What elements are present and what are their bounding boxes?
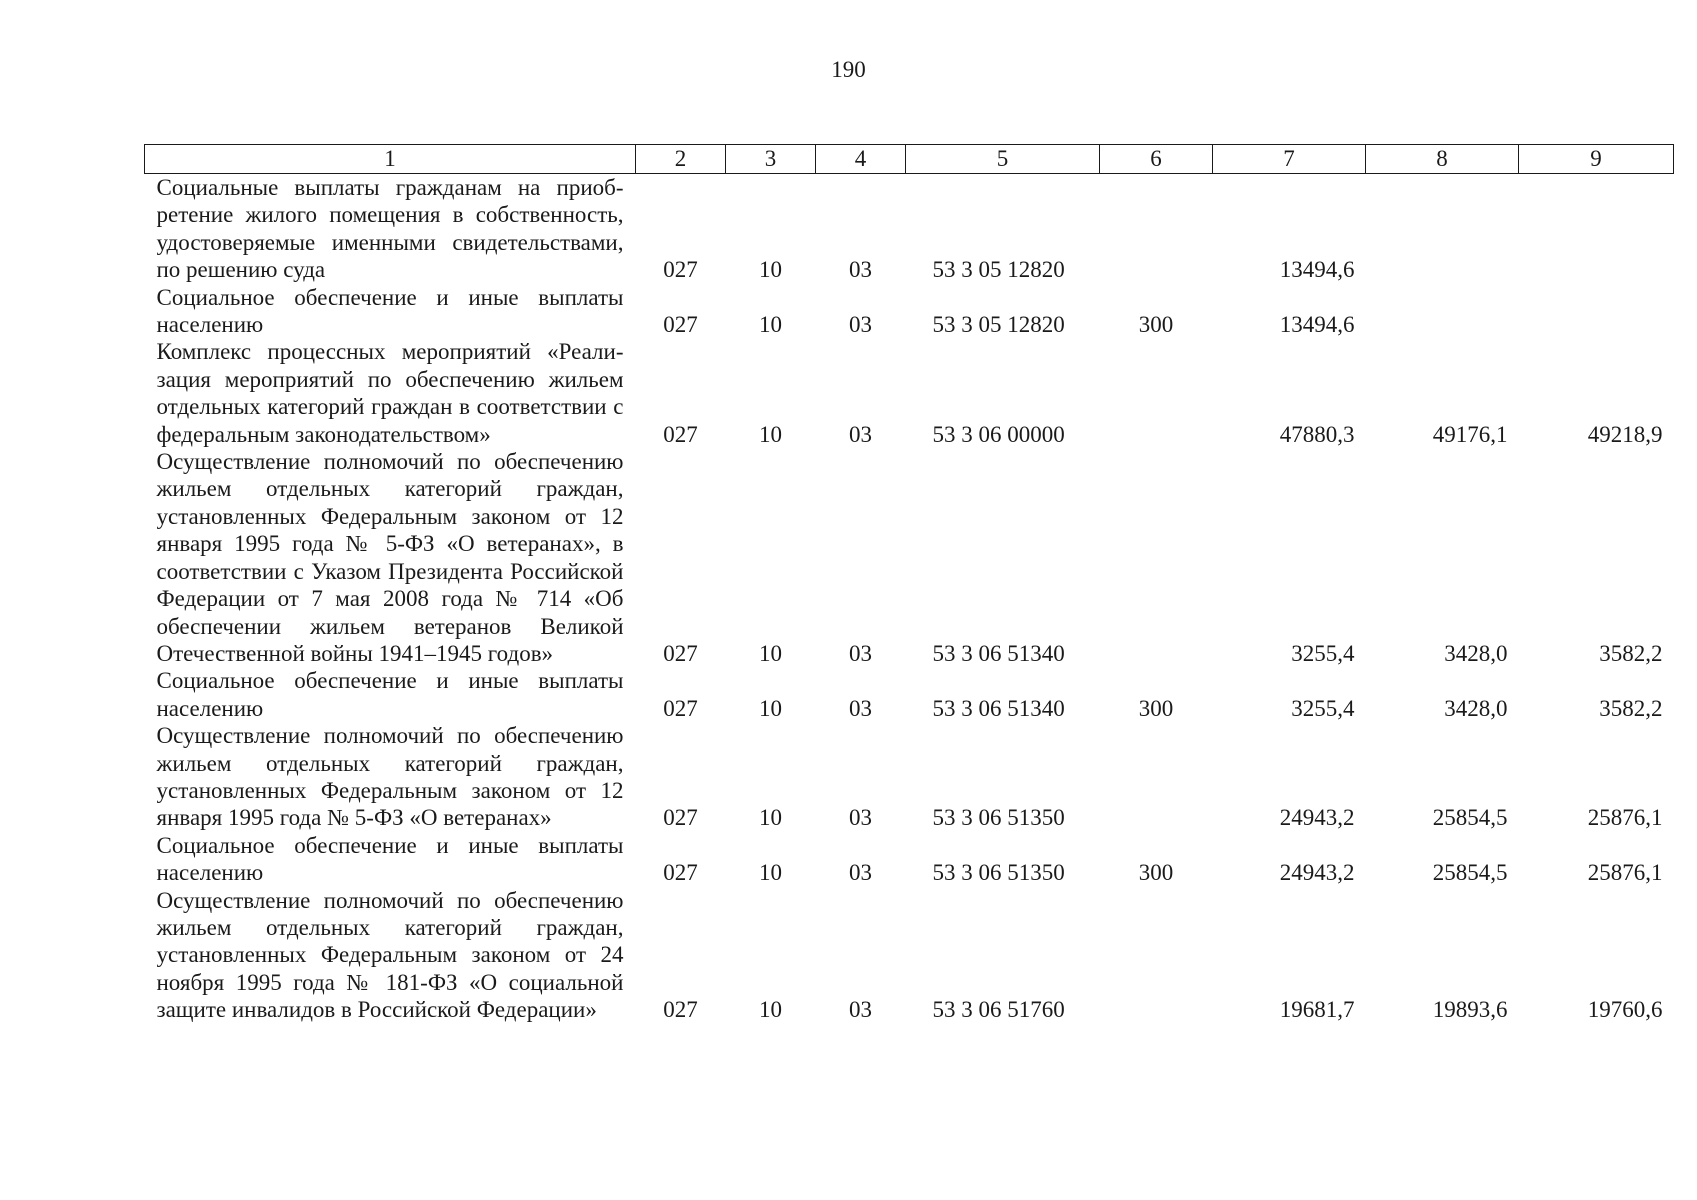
cell-ministry: 027	[663, 997, 698, 1023]
cell-ministry: 027	[663, 805, 698, 831]
cell-amount-7: 24943,2	[1279, 805, 1355, 831]
cell-amount-8: 25854,5	[1432, 860, 1508, 886]
cell-section: 10	[759, 312, 782, 338]
cell-expense-type: 300	[1138, 312, 1174, 338]
cell-section: 10	[759, 257, 782, 283]
cell-amount-9: 25876,1	[1587, 860, 1663, 886]
cell-expense-type: 300	[1138, 695, 1174, 721]
row-name: Социальное обеспечение и иные выплаты населению	[156, 832, 624, 886]
column-header: 9	[1519, 145, 1674, 174]
cell-subsection: 03	[849, 640, 872, 666]
row-name: Осуществление полномочий по обеспечению жильем отдельных категорий граждан, установленных Федеральным законом от 24 ноября 1995 года № 181-ФЗ «О социальной защите инвалидов в Российской Федерации»	[156, 887, 624, 1023]
cell-amount-8	[1366, 174, 1519, 284]
cell-amount-8: 49176,1	[1432, 421, 1508, 447]
cell-section: 10	[759, 421, 782, 447]
cell-amount-7: 3255,4	[1291, 695, 1355, 721]
cell-amount-7: 24943,2	[1279, 860, 1355, 886]
cell-subsection: 03	[849, 805, 872, 831]
cell-expense-type	[1100, 174, 1213, 284]
row-name: Социальное обеспечение и иные выплаты населению	[156, 284, 624, 338]
cell-amount-9: 25876,1	[1587, 805, 1663, 831]
cell-section: 10	[759, 805, 782, 831]
cell-amount-8: 25854,5	[1432, 805, 1508, 831]
cell-amount-9: 49218,9	[1587, 421, 1663, 447]
table-row	[145, 448, 1674, 667]
cell-section: 10	[759, 640, 782, 666]
cell-section: 10	[759, 860, 782, 886]
cell-ministry: 027	[663, 421, 698, 447]
cell-amount-9: 19760,6	[1587, 997, 1663, 1023]
cell-amount-8: 3428,0	[1444, 695, 1508, 721]
page-number: 190	[831, 57, 866, 82]
column-header: 2	[636, 145, 726, 174]
table-row	[145, 832, 1674, 887]
cell-expense-type: 300	[1138, 860, 1174, 886]
cell-section: 10	[759, 997, 782, 1023]
cell-amount-7: 13494,6	[1279, 257, 1355, 283]
cell-expense-type	[1100, 722, 1213, 832]
cell-amount-9	[1519, 174, 1674, 284]
cell-target-article: 53 3 06 51350	[932, 805, 1065, 831]
cell-subsection: 03	[849, 421, 872, 447]
cell-amount-9: 3582,2	[1599, 695, 1663, 721]
cell-target-article: 53 3 06 51350	[932, 860, 1065, 886]
table-row	[145, 338, 1674, 448]
column-header: 5	[906, 145, 1100, 174]
cell-amount-7: 13494,6	[1279, 312, 1355, 338]
cell-amount-8: 19893,6	[1432, 997, 1508, 1023]
table-row	[145, 174, 1674, 284]
cell-target-article: 53 3 06 00000	[932, 421, 1065, 447]
cell-amount-7: 19681,7	[1279, 997, 1355, 1023]
budget-table	[144, 144, 1674, 1024]
cell-subsection: 03	[849, 695, 872, 721]
cell-amount-7: 47880,3	[1279, 421, 1355, 447]
cell-target-article: 53 3 06 51340	[932, 695, 1065, 721]
column-header: 6	[1100, 145, 1213, 174]
cell-target-article: 53 3 05 12820	[932, 257, 1065, 283]
column-header: 4	[816, 145, 906, 174]
table-row	[145, 284, 1674, 339]
row-name: Осуществление полномочий по обеспечению жильем отдельных категорий граждан, установленных Федеральным законом от 12 января 1995 года № 5-ФЗ «О ветеранах»	[156, 723, 624, 831]
cell-target-article: 53 3 06 51340	[932, 640, 1065, 666]
row-name: Социальное обеспечение и иные выплаты населению	[156, 668, 624, 721]
cell-expense-type	[1100, 887, 1213, 1024]
cell-amount-9	[1519, 284, 1674, 339]
table-row	[145, 887, 1674, 1024]
cell-expense-type	[1100, 338, 1213, 448]
row-name: Осуществление полномочий по обеспечению жильем отдельных категорий граждан, установленных Федеральным законом от 12 января 1995 года № 5-ФЗ «О ветеранах», в соответствии с Указом Президента Российской Федерации от 7 мая 2008 года № 714 «Об обеспечении жильем ветеранов Великой Отечественной войны 1941–1945 годов»	[156, 449, 624, 666]
column-header: 1	[145, 145, 636, 174]
cell-expense-type	[1100, 448, 1213, 667]
cell-target-article: 53 3 05 12820	[932, 312, 1065, 338]
table-row	[145, 722, 1674, 832]
cell-ministry: 027	[663, 860, 698, 886]
cell-amount-8: 3428,0	[1444, 640, 1508, 666]
cell-ministry: 027	[663, 312, 698, 338]
cell-subsection: 03	[849, 860, 872, 886]
cell-subsection: 03	[849, 312, 872, 338]
table-header-row	[145, 145, 1674, 174]
cell-target-article: 53 3 06 51760	[932, 997, 1065, 1023]
column-header: 8	[1366, 145, 1519, 174]
cell-section: 10	[759, 695, 782, 721]
cell-amount-9: 3582,2	[1599, 640, 1663, 666]
cell-amount-7: 3255,4	[1291, 640, 1355, 666]
table-row	[145, 667, 1674, 722]
row-name: Социальные выплаты гражданам на приобретение жилого помещения в собственность, удостоверяемые именными свидетельствами, по решению суда	[156, 175, 624, 283]
column-header: 3	[726, 145, 816, 174]
column-header: 7	[1213, 145, 1366, 174]
cell-ministry: 027	[663, 640, 698, 666]
cell-subsection: 03	[849, 997, 872, 1023]
cell-ministry: 027	[663, 695, 698, 721]
cell-subsection: 03	[849, 257, 872, 283]
cell-amount-8	[1366, 284, 1519, 339]
cell-ministry: 027	[663, 257, 698, 283]
row-name: Комплекс процессных мероприятий «Реализация мероприятий по обеспечению жильем отдельных категорий граждан в соответствии с федеральным законодательством»	[156, 339, 624, 447]
